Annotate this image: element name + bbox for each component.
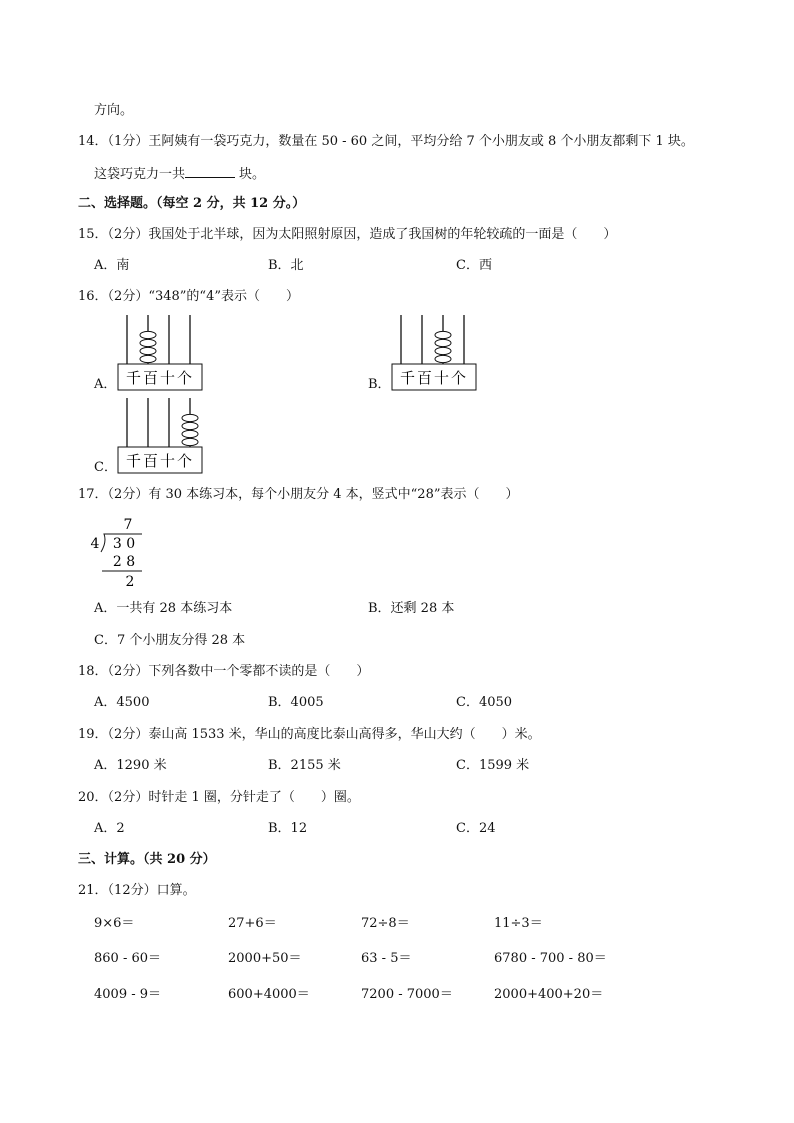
division-quotient: 7	[123, 517, 133, 533]
q14-line-post: 块。	[239, 167, 266, 182]
q16-stem: 16．（2分）“348”的“4”表示（ ）	[78, 289, 299, 304]
abacus-c-beads	[182, 414, 198, 445]
calc-item: 27+6＝	[228, 916, 277, 931]
q20-stem: 20．（2分）时针走 1 圈，分针走了（ ）圈。	[78, 790, 360, 805]
abacus-bead	[435, 339, 451, 346]
calc-item: 4009 - 9＝	[94, 987, 162, 1002]
q18-option-c: C．4050	[456, 695, 513, 710]
abacus-c	[116, 397, 206, 475]
abacus-a-label: 千百十个	[125, 369, 195, 387]
q15-stem: 15．（2分）我国处于北半球，因为太阳照射原因，造成了我国树的年轮较疏的一面是（ ）	[78, 227, 617, 242]
q21-stem: 21．（12分）口算。	[78, 883, 196, 898]
calc-item: 63 - 5＝	[361, 951, 412, 966]
q20-option-c: C．24	[456, 821, 496, 836]
calc-item: 2000+400+20＝	[494, 987, 604, 1002]
q14-line-pre: 这袋巧克力一共	[94, 167, 186, 182]
calc-item: 860 - 60＝	[94, 951, 162, 966]
abacus-bead	[182, 414, 198, 421]
q13-tail: 方向。	[94, 103, 134, 118]
section-3-title: 三、计算。（共 20 分）	[78, 852, 216, 867]
abacus-bead	[140, 347, 156, 354]
q15-option-b: B．北	[268, 258, 304, 273]
long-division	[88, 514, 158, 592]
q14-answer-blank	[185, 165, 235, 178]
abacus-c-rods	[127, 398, 190, 447]
calc-item: 6780 - 700 - 80＝	[494, 951, 607, 966]
abacus-b-label: 千百十个	[399, 369, 469, 387]
abacus-bead	[435, 355, 451, 362]
abacus-bead	[140, 355, 156, 362]
abacus-bead	[182, 430, 198, 437]
q17-option-c: C．7 个小朋友分得 28 本	[94, 633, 246, 648]
calc-item: 2000+50＝	[228, 951, 302, 966]
division-dividend: 3 0	[112, 536, 136, 552]
abacus-bead	[182, 438, 198, 445]
abacus-bead	[140, 331, 156, 338]
calc-item: 9×6＝	[94, 916, 135, 931]
abacus-bead	[435, 331, 451, 338]
abacus-b-beads	[435, 331, 451, 362]
q20-option-a: A．2	[94, 821, 125, 836]
abacus-b	[390, 314, 480, 392]
abacus-bead	[182, 422, 198, 429]
q20-option-b: B．12	[268, 821, 308, 836]
q16-option-c-letter: C．	[94, 460, 117, 475]
q17-option-b: B．还剩 28 本	[368, 601, 455, 616]
q16-option-a-letter: A．	[94, 377, 117, 392]
q19-option-c: C．1599 米	[456, 758, 530, 773]
q18-stem: 18．（2分）下列各数中一个零都不读的是（ ）	[78, 664, 370, 679]
q19-stem: 19．（2分）泰山高 1533 米，华山的高度比泰山高得多，华山大约（ ）米。	[78, 727, 541, 742]
q15-option-a: A．南	[94, 258, 130, 273]
q18-option-b: B．4005	[268, 695, 324, 710]
abacus-bead	[435, 347, 451, 354]
section-2-title: 二、选择题。（每空 2 分，共 12 分。）	[78, 196, 306, 211]
q16-option-b-letter: B．	[368, 377, 391, 392]
calc-item: 72÷8＝	[361, 916, 410, 931]
calc-item: 11÷3＝	[494, 916, 543, 931]
division-product: 2 8	[112, 554, 136, 570]
division-remainder: 2	[125, 574, 135, 590]
abacus-a	[116, 314, 206, 392]
calc-item: 7200 - 7000＝	[361, 987, 453, 1002]
abacus-a-beads	[140, 331, 156, 362]
abacus-bead	[140, 339, 156, 346]
q14-stem: 14．（1分）王阿姨有一袋巧克力，数量在 50 - 60 之间，平均分给 7 个小朋友或 8 个小朋友都剩下 1 块。	[78, 134, 694, 149]
q17-option-a: A．一共有 28 本练习本	[94, 601, 233, 616]
q14-answer-line	[94, 165, 265, 183]
abacus-c-label: 千百十个	[125, 452, 195, 470]
q15-option-c: C．西	[456, 258, 492, 273]
q17-stem: 17．（2分）有 30 本练习本，每个小朋友分 4 本，竖式中“28”表示（ ）	[78, 487, 519, 502]
abacus-a-rods	[127, 315, 190, 364]
abacus-b-rods	[401, 315, 464, 364]
calc-item: 600+4000＝	[228, 987, 310, 1002]
q19-option-b: B．2155 米	[268, 758, 341, 773]
division-divisor: 4	[90, 536, 100, 552]
q19-option-a: A．1290 米	[94, 758, 167, 773]
q18-option-a: A．4500	[94, 695, 150, 710]
